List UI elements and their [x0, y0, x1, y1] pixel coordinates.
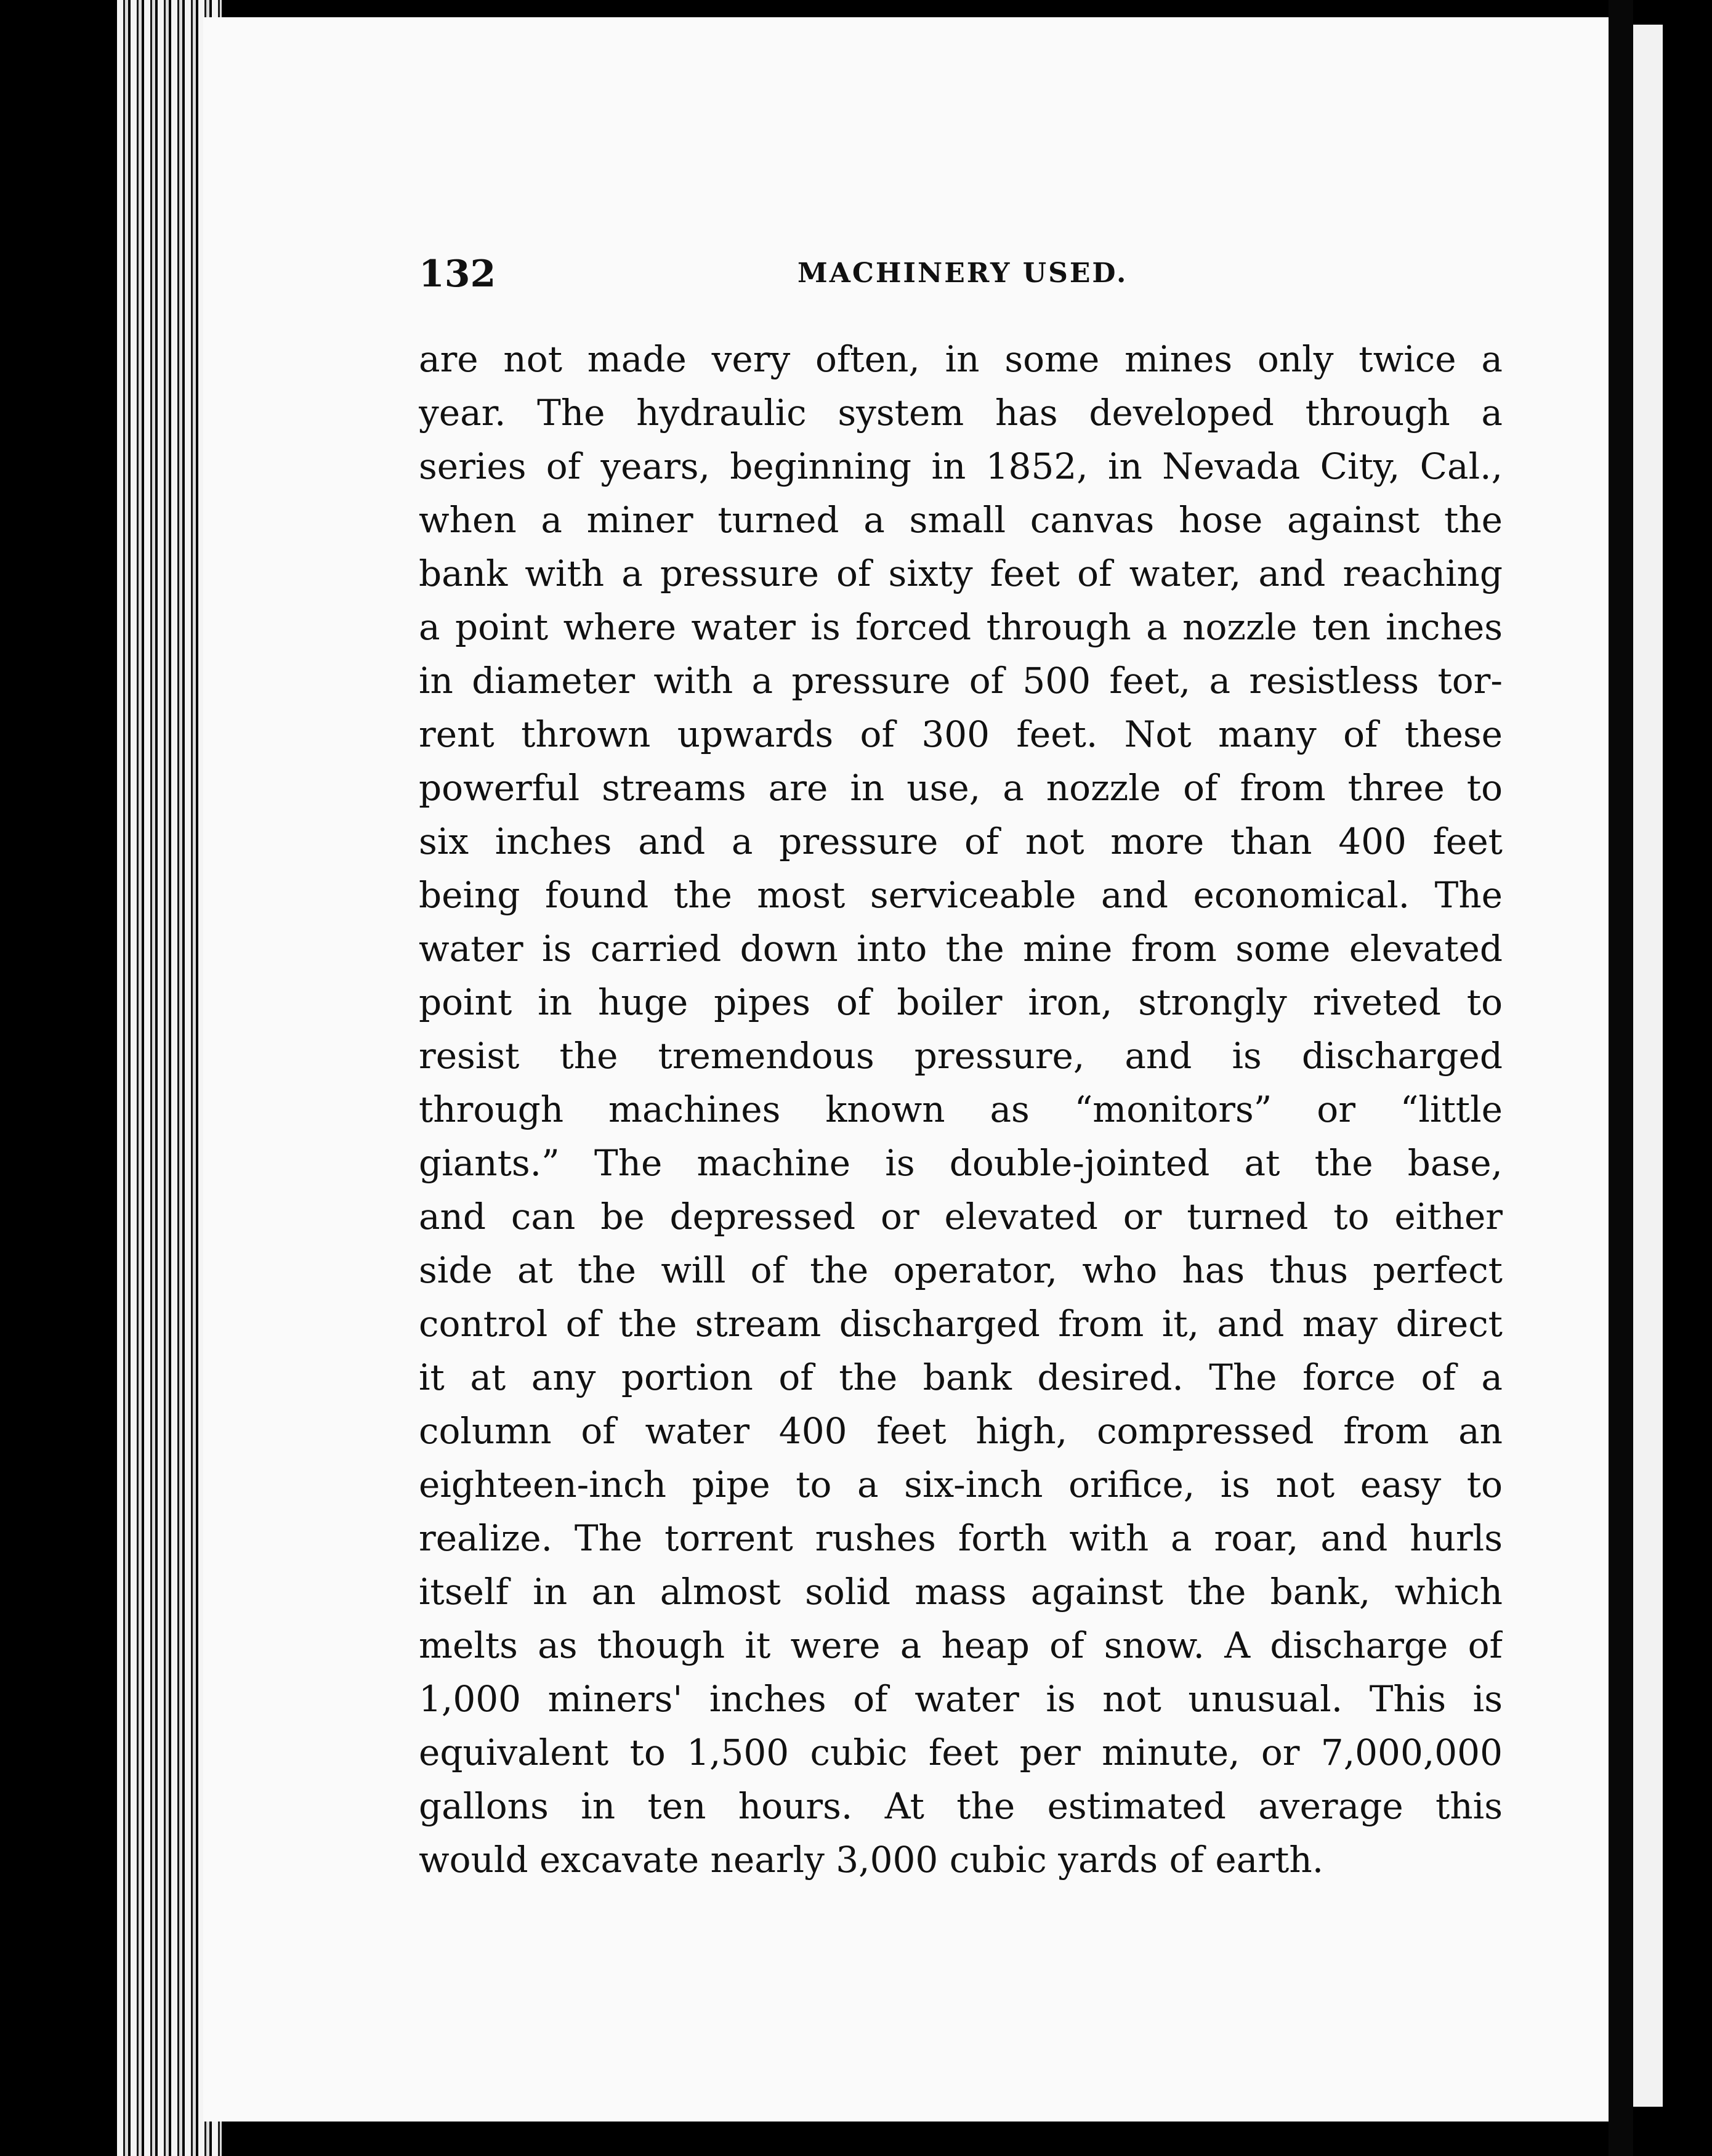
running-title: MACHINERY USED. — [797, 257, 1128, 289]
text-line: rent thrown upwards of 300 feet. Not many of these — [419, 713, 1503, 755]
running-head — [419, 253, 1503, 314]
text-line: point in huge pipes of boiler iron, strongly riveted to — [419, 981, 1503, 1023]
text-line: side at the will of the operator, who has thus perfect — [419, 1249, 1503, 1291]
text-line: itself in an almost solid mass against the bank, which — [419, 1571, 1503, 1613]
text-line: year. The hydraulic system has developed through a — [419, 392, 1503, 434]
page-number: 132 — [419, 253, 496, 296]
text-line: would excavate nearly 3,000 cubic yards of earth. — [419, 1839, 1324, 1881]
text-line: in diameter with a pressure of 500 feet, a resistless tor- — [419, 660, 1503, 702]
text-line: a point where water is forced through a nozzle ten inches — [419, 606, 1503, 648]
text-line: six inches and a pressure of not more than 400 feet — [419, 821, 1503, 862]
text-line: control of the stream discharged from it, and may direct — [419, 1303, 1503, 1345]
facing-page-edge — [1633, 25, 1663, 2107]
text-line: are not made very often, in some mines only twice a — [419, 338, 1503, 380]
text-line: melts as though it were a heap of snow. A discharge of — [419, 1624, 1503, 1666]
text-line: series of years, beginning in 1852, in Nevada City, Cal., — [419, 445, 1503, 487]
body-paragraph — [419, 333, 1503, 1887]
text-line: realize. The torrent rushes forth with a roar, and hurls — [419, 1517, 1503, 1559]
text-line: eighteen-inch pipe to a six-inch orifice, is not easy to — [419, 1464, 1503, 1506]
text-line: it at any portion of the bank desired. The force of a — [419, 1356, 1503, 1398]
text-line: resist the tremendous pressure, and is discharged — [419, 1035, 1503, 1077]
text-line: being found the most serviceable and economical. The — [419, 874, 1503, 916]
text-line: water is carried down into the mine from some elevated — [419, 928, 1503, 970]
text-line: giants.” The machine is double-jointed at the base, — [419, 1142, 1503, 1184]
text-line: through machines known as “monitors” or “little — [419, 1088, 1503, 1130]
text-line: powerful streams are in use, a nozzle of from three to — [419, 767, 1503, 809]
text-line: when a miner turned a small canvas hose against the — [419, 499, 1503, 541]
text-line: and can be depressed or elevated or turned to either — [419, 1196, 1503, 1238]
text-line: 1,000 miners' inches of water is not unusual. This is — [419, 1678, 1503, 1720]
text-line: gallons in ten hours. At the estimated average this — [419, 1785, 1503, 1827]
text-line: equivalent to 1,500 cubic feet per minute, or 7,000,000 — [419, 1732, 1503, 1773]
gutter-shadow — [1609, 0, 1633, 2156]
text-line: column of water 400 feet high, compressed from an — [419, 1410, 1503, 1452]
text-line: bank with a pressure of sixty feet of water, and reaching — [419, 553, 1503, 594]
